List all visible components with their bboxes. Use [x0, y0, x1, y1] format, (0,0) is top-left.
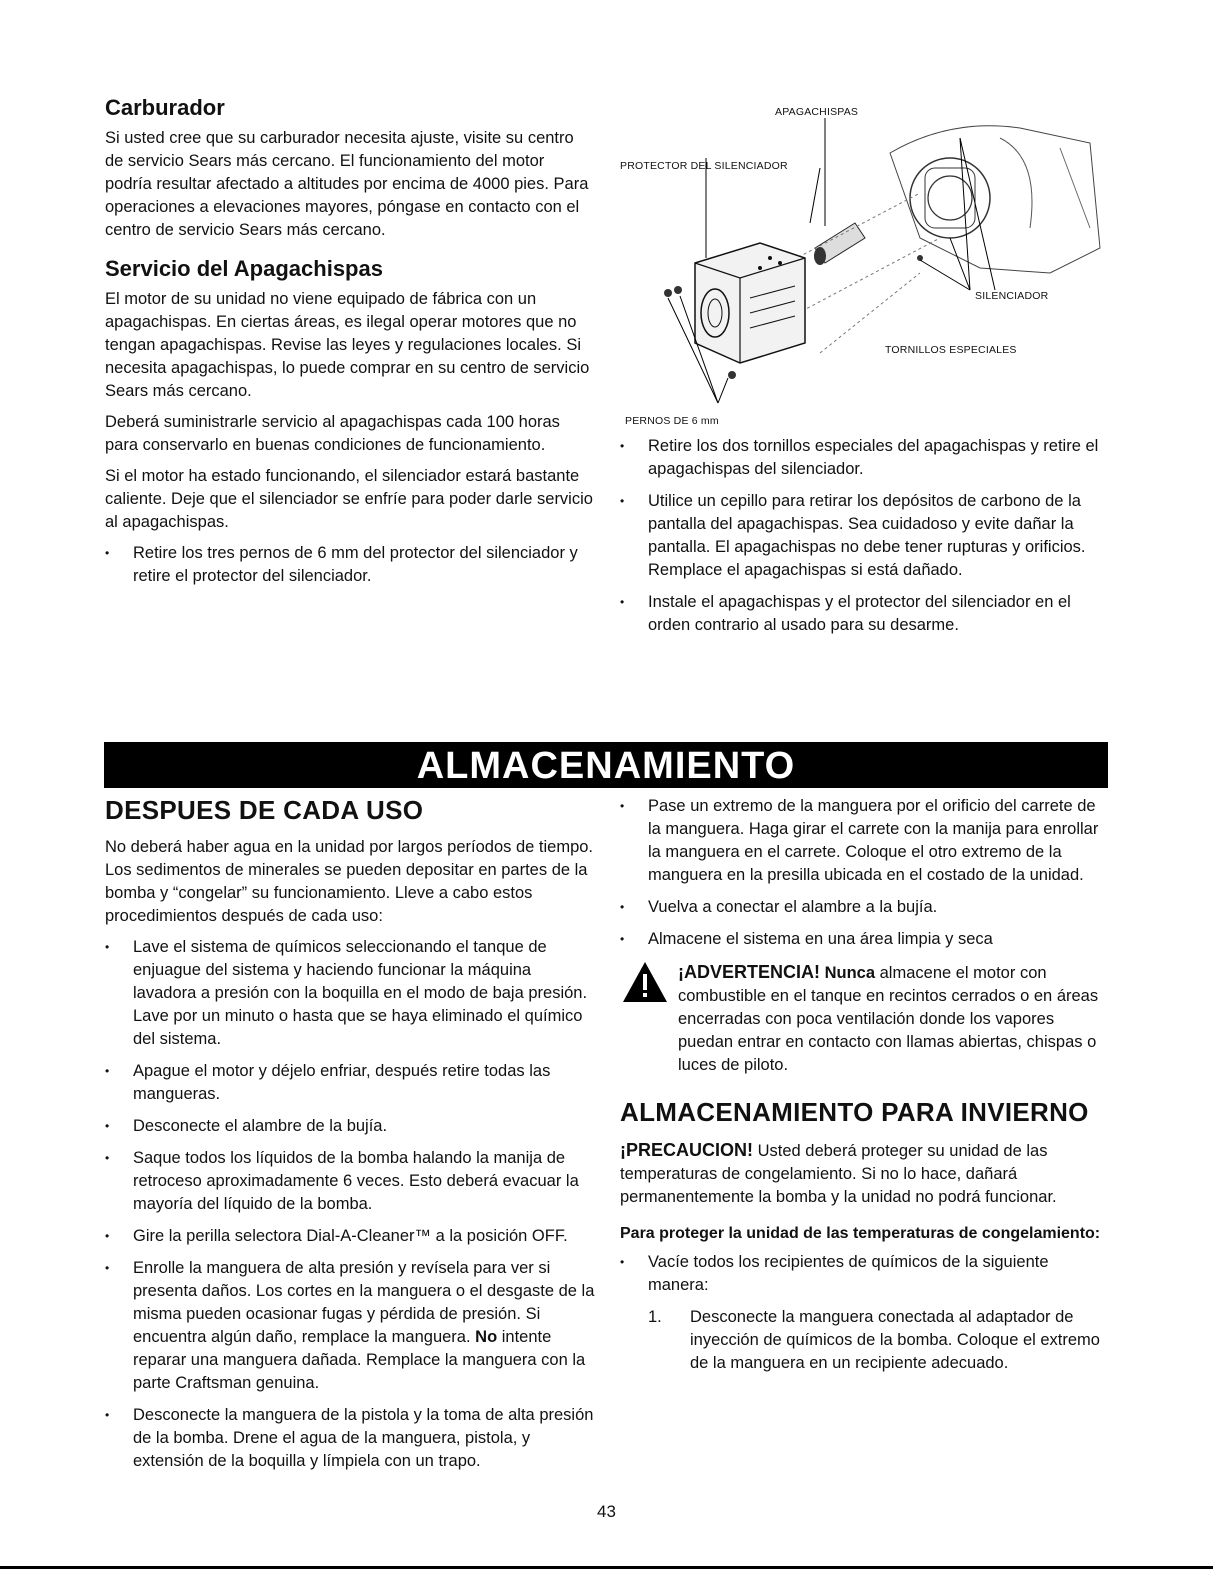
- proteger-list: [620, 1251, 1105, 1297]
- label-pernos: PERNOS DE 6 mm: [625, 415, 719, 427]
- servicio-left-list: [105, 542, 595, 588]
- invierno-heading: ALMACENAMIENTO PARA INVIERNO: [620, 1097, 1089, 1127]
- section-banner: ALMACENAMIENTO: [104, 742, 1108, 788]
- servicio-p3: Si el motor ha estado funcionando, el silenciador estará bastante caliente. Deje que el silenciador se enfríe para poder darle servicio al apagachispas.: [105, 467, 593, 531]
- list-item: • Almacene el sistema en una área limpia y seca: [620, 928, 1105, 951]
- hose-text-a: Enrolle la manguera de alta presión y revísela para ver si presenta daños. Los cortes en la manguera o el desgaste de la misma pueden ocasionar fugas y pérdida de presión. Si encuentra algún daño, remplace la manguera.: [133, 1259, 595, 1346]
- list-item: • Pase un extremo de la manguera por el orificio del carrete de la manguera. Haga girar el carrete con la manija para enrollar la manguera en el carrete. Coloque el otro extremo de la manguera en la presilla ubicada en el costado de la unidad.: [620, 795, 1105, 887]
- warning-nunca: Nunca: [824, 964, 876, 982]
- list-item: • Utilice un cepillo para retirar los depósitos de carbono de la pantalla del apagachispas. Sea cuidadoso y evite dañar la pantalla. El apagachispas no debe tener rupturas y orificios. Remplace el apagachispas si está dañado.: [620, 490, 1105, 582]
- list-item: [105, 1257, 595, 1395]
- right-bottom-column: [620, 795, 1105, 1375]
- bottom-rule: [0, 1566, 1213, 1569]
- list-item: • Retire los dos tornillos especiales del apagachispas y retire el apagachispas del silenciador.: [620, 435, 1105, 481]
- label-apagachispas: APAGACHISPAS: [775, 106, 859, 118]
- list-item: • Desconecte el alambre de la bujía.: [105, 1115, 595, 1138]
- despues-heading: DESPUES DE CADA USO: [105, 795, 424, 825]
- despues-list: [105, 936, 595, 1473]
- list-item: • Vacíe todos los recipientes de químicos de la siguiente manera:: [620, 1251, 1105, 1297]
- list-item: • Saque todos los líquidos de la bomba halando la manija de retroceso aproximadamente 6 veces. Esto deberá evacuar la mayoría del líquido de la bomba.: [105, 1147, 595, 1216]
- left-bottom-column: [105, 795, 595, 1482]
- spark-arrester-diagram: [620, 98, 1110, 433]
- precaucion-body: Usted deberá proteger su unidad de las temperaturas de congelamiento. Si no lo hace, dañará permanentemente la bomba y la unidad no podrá funcionar.: [620, 1142, 1057, 1206]
- right-top-column: [620, 435, 1105, 646]
- servicio-p2: Deberá suministrarle servicio al apagachispas cada 100 horas para conservarlo en buenas condiciones de funcionamiento.: [105, 413, 560, 454]
- warning-block: [620, 961, 1105, 1077]
- precaucion-heading: ¡PRECAUCION!: [620, 1140, 753, 1160]
- left-top-column: [105, 95, 595, 597]
- warning-body: almacene el motor con combustible en el tanque en recintos cerrados o en áreas encerradas con poca ventilación donde los vapores puedan entrar en contacto con llamas abiertas, chispas o luces de piloto.: [678, 964, 1099, 1074]
- list-item: • Gire la perilla selectora Dial-A-Cleaner™ a la posición OFF.: [105, 1225, 595, 1248]
- step-text: Desconecte la manguera conectada al adaptador de inyección de químicos de la bomba. Coloque el extremo de la manguera en un recipiente adecuado.: [690, 1308, 1100, 1372]
- label-silenciador: SILENCIADOR: [975, 290, 1049, 302]
- list-item: • Apague el motor y déjelo enfriar, después retire todas las mangueras.: [105, 1060, 595, 1106]
- page-number: 43: [597, 1502, 616, 1521]
- label-protector: PROTECTOR DEL SILENCIADOR: [620, 160, 788, 172]
- despues-intro: No deberá haber agua en la unidad por largos períodos de tiempo. Los sedimentos de minerales se pueden depositar en partes de la bomba y “congelar” su funcionamiento. Lleve a cabo estos procedimientos después de cada uso:: [105, 838, 594, 925]
- step-number: 1.: [648, 1308, 662, 1326]
- hose-text-no: No: [475, 1328, 498, 1346]
- warning-heading: ¡ADVERTENCIA!: [678, 962, 820, 982]
- list-item: • Lave el sistema de químicos seleccionando el tanque de enjuague del sistema y haciendo funcionar la máquina lavadora a presión con la boquilla en el modo de baja presión. Lave por un minuto o hasta que se haya eliminado el químico del sistema.: [105, 936, 595, 1051]
- hose-text-b: intente reparar una manguera dañada. Remplace la manguera con la parte Craftsman genuina.: [133, 1328, 586, 1392]
- proteger-heading: Para proteger la unidad de las temperaturas de congelamiento:: [620, 1225, 1101, 1242]
- list-item: • Retire los tres pernos de 6 mm del protector del silenciador y retire el protector del silenciador.: [105, 542, 595, 588]
- list-item: • Instale el apagachispas y el protector del silenciador en el orden contrario al usado para su desarme.: [620, 591, 1105, 637]
- diagram-drawing: [620, 98, 1110, 433]
- carburador-heading: Carburador: [105, 95, 225, 120]
- servicio-heading: Servicio del Apagachispas: [105, 256, 383, 281]
- warning-triangle-icon: [622, 961, 668, 1003]
- steps-list: [620, 1306, 1105, 1375]
- storage-list: [620, 795, 1105, 951]
- list-item: • Desconecte la manguera de la pistola y la toma de alta presión de la bomba. Drene el agua de la manguera, pistola, y extensión de la boquilla y límpiela con un trapo.: [105, 1404, 595, 1473]
- servicio-p1: El motor de su unidad no viene equipado de fábrica con un apagachispas. En ciertas áreas, es ilegal operar motores que no tengan apagachispas. Revise las leyes y regulaciones locales. Si necesita apagachispas, lo puede comprar en su centro de servicio Sears más cercano.: [105, 290, 590, 400]
- list-item: • Vuelva a conectar el alambre a la bujía.: [620, 896, 1105, 919]
- servicio-right-list: [620, 435, 1105, 637]
- list-item: [620, 1306, 1105, 1375]
- label-tornillos: TORNILLOS ESPECIALES: [885, 344, 1017, 356]
- carburador-body: Si usted cree que su carburador necesita ajuste, visite su centro de servicio Sears más cercano. El funcionamiento del motor podría resultar afectado a altitudes por encima de 4000 pies. Para operaciones a elevaciones mayores, póngase en contacto con el centro de servicio Sears más cercano.: [105, 129, 589, 239]
